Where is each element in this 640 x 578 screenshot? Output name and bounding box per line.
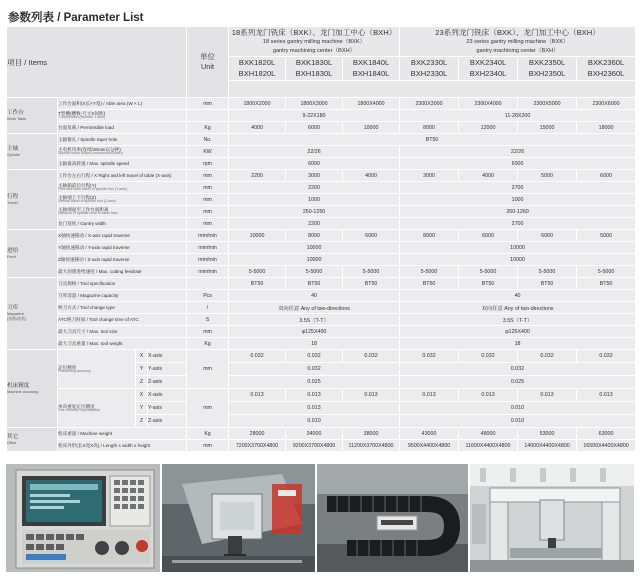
axis-label: Y-axis (148, 363, 186, 375)
table-cell: 10000 (229, 254, 399, 265)
table-cell: BT50 (286, 278, 342, 289)
row-label: 主轴端上下行程(Z) Vertical travel of spindle box (Z-axis) (58, 194, 186, 205)
table-cell: φ125X400 (400, 326, 635, 337)
row-label: 换刀方式 / Tool change type (58, 302, 186, 313)
table-cell: 0.025 (229, 376, 399, 388)
model-header: BXK1820L BXH1820L (229, 57, 285, 80)
row-unit: Kg (187, 338, 228, 349)
table-cell: 5-5000 (518, 266, 576, 277)
table-cell: 11600X4400X4800 (459, 440, 517, 451)
row-label: 台面负载 / Permissible load (58, 122, 186, 133)
table-cell: 0.032 (229, 350, 285, 362)
table-cell: 8000 (286, 230, 342, 241)
row-label: Y轴快速移动 / Y-axis rapid traverse (58, 242, 186, 253)
table-cell: 11-28X200 (400, 110, 635, 121)
header-spacer (229, 81, 635, 97)
table-cell: 0.013 (400, 389, 458, 401)
page-title: 参数列表 / Parameter List (8, 12, 144, 24)
table-cell: 6000 (343, 230, 399, 241)
row-unit: mm/min (187, 242, 228, 253)
group-magazine: 刀库 Magazine (选购/选装) (7, 278, 57, 349)
table-cell: 2200 (229, 182, 399, 193)
table-cell: 10000 (400, 254, 635, 265)
axis-letter: Y (136, 363, 147, 375)
table-cell: 48000 (459, 428, 517, 439)
table-cell: 14000X4400X4800 (518, 440, 576, 451)
unit-header: 单位 Unit (187, 27, 228, 97)
row-label: 最大切削进给速度 / Max. cutting feedrate (58, 266, 186, 277)
row-unit: mm (187, 170, 228, 181)
table-cell: 2700 (400, 182, 635, 193)
row-label: X轴快速移动 / X-axis rapid traverse (58, 230, 186, 241)
row-unit: Pcs (187, 290, 228, 301)
table-cell: 2300X3000 (400, 98, 458, 109)
table-cell: 5-5000 (343, 266, 399, 277)
table-cell: 0.032 (577, 350, 635, 362)
axis-letter: Y (136, 402, 147, 414)
table-cell: 5-5000 (459, 266, 517, 277)
group-feed: 进给 Feed (7, 230, 57, 277)
table-cell: 5-5000 (400, 266, 458, 277)
table-cell: 0.013 (459, 389, 517, 401)
table-cell: 8000 (400, 230, 458, 241)
row-unit: Kg (187, 428, 228, 439)
row-unit: mm (187, 326, 228, 337)
table-cell: 4000 (343, 170, 399, 181)
row-label: 定位精度 Positioning accuracy (58, 350, 135, 388)
row-label: 主电机功率(连续/30min以分钟) Spindle motor output (continuous/30min) (58, 146, 186, 157)
table-cell: 0.032 (229, 363, 399, 375)
table-cell: 4000 (459, 170, 517, 181)
model-header: BXK2350L BXH2350L (518, 57, 576, 80)
row-label: 单向重复定位精度 One direction repeatability (58, 389, 135, 427)
row-unit: mm (187, 389, 228, 427)
table-cell: 38000 (343, 428, 399, 439)
table-cell: 5-5000 (286, 266, 342, 277)
axis-letter: X (136, 389, 147, 401)
row-label: 主轴锥孔 / Spindle taper hole (58, 134, 186, 145)
table-cell: 5000 (577, 230, 635, 241)
photo-strip (6, 464, 634, 572)
group-travel: 行程 Travel (7, 170, 57, 229)
row-unit: mm (187, 182, 228, 193)
model-header: BXK2340L BXH2340L (459, 57, 517, 80)
table-cell: 11200X3700X4800 (343, 440, 399, 451)
row-label: 龙门宽度 / Gantry width (58, 218, 186, 229)
row-unit: S (187, 314, 228, 325)
items-header: 项目 / Items (7, 27, 186, 97)
row-unit: mm/min (187, 254, 228, 265)
table-cell: BT50 (577, 278, 635, 289)
row-label: T型槽(槽数-尺寸X间距) T distribution (Number × size) (58, 110, 186, 121)
axis-label: Y-axis (148, 402, 186, 414)
table-cell: 6000 (518, 230, 576, 241)
table-cell: φ125X400 (229, 326, 399, 337)
table-cell: 0.013 (229, 389, 285, 401)
row-label: 最大刀具尺寸 / Max. tool size (58, 326, 186, 337)
cnc-control-panel-photo (6, 464, 160, 572)
table-cell: 8000 (400, 122, 458, 133)
table-cell: 0.013 (229, 402, 399, 414)
table-cell: 3000 (400, 170, 458, 181)
table-cell: 2200 (229, 218, 399, 229)
row-label: 机床外形(长X宽X高) / Length x width x height (58, 440, 186, 451)
table-cell: 6000 (459, 230, 517, 241)
row-unit: No. (187, 134, 228, 145)
table-cell: 双向任意 Any of two-directions (400, 302, 635, 313)
series23-header: 23系列龙门铣床（BXK）、龙门加工中心（BXH） 23 series gantry milling machine（BXK） gantry machining center（BXH） (400, 27, 635, 56)
row-unit: rpm (187, 158, 228, 169)
axis-label: X-axis (148, 350, 186, 362)
table-cell: 22/26 (400, 146, 635, 157)
row-unit (187, 110, 228, 121)
table-cell: 0.013 (286, 389, 342, 401)
table-cell: 22/26 (229, 146, 399, 157)
row-label: ATC换刀时间 / Tool change time of ATC (58, 314, 186, 325)
group-other: 其它 Other (7, 428, 57, 451)
row-unit: / (187, 302, 228, 313)
table-cell: 7200X3700X4800 (229, 440, 285, 451)
table-cell: 0.010 (400, 402, 635, 414)
row-label: 机床重量 / Machine weight (58, 428, 186, 439)
table-cell: 6000 (400, 158, 635, 169)
table-cell: 10000 (229, 242, 399, 253)
table-cell: 43000 (400, 428, 458, 439)
row-unit: KW (187, 146, 228, 157)
row-unit: mm/min (187, 230, 228, 241)
row-label: 刀库容量 / Magazine capacity (58, 290, 186, 301)
row-unit (187, 278, 228, 289)
table-cell: BT50 (400, 278, 458, 289)
table-cell: 40 (229, 290, 399, 301)
table-cell: BT50 (518, 278, 576, 289)
axis-letter: Z (136, 415, 147, 427)
model-header: BXK1840L BXH1840L (343, 57, 399, 80)
table-cell: 0.013 (343, 389, 399, 401)
table-cell: 6000 (286, 122, 342, 133)
row-label: 工作台面积(X长×Y宽) / Able area (W × L) (58, 98, 186, 109)
table-cell: 10000 (343, 122, 399, 133)
table-cell: 16500X4400X4800 (577, 440, 635, 451)
table-cell: 2200 (229, 170, 285, 181)
table-cell: 18 (229, 338, 399, 349)
row-unit: mm (187, 98, 228, 109)
table-cell: 0.032 (459, 350, 517, 362)
axis-label: Z-axis (148, 376, 186, 388)
table-cell: 2300X6000 (577, 98, 635, 109)
machine-spindle-head-photo (162, 464, 315, 572)
table-cell: 10000 (400, 242, 635, 253)
row-label: Z轴快速移动 / Z-axis rapid traverse (58, 254, 186, 265)
model-header: BXK2360L BXH2360L (577, 57, 635, 80)
table-cell: 15000 (518, 122, 576, 133)
row-unit: mm (187, 206, 228, 217)
table-cell: 40 (400, 290, 635, 301)
table-cell: 0.013 (518, 389, 576, 401)
table-cell: 2300X4000 (459, 98, 517, 109)
table-cell: 260-1260 (400, 206, 635, 217)
table-cell: 1000 (400, 194, 635, 205)
axis-label: Z-axis (148, 415, 186, 427)
group-worktable: 工作台 Work Table (7, 98, 57, 133)
table-cell: 18 (400, 338, 635, 349)
table-cell: 63000 (577, 428, 635, 439)
table-cell: 3.5S（T-T） (400, 314, 635, 325)
axis-label: X-axis (148, 389, 186, 401)
row-label: 主轴箱前后行程(Y) Fore and back travel of spindle box (Y-axis) (58, 182, 186, 193)
table-cell: 1000 (229, 194, 399, 205)
table-cell: 0.032 (518, 350, 576, 362)
row-label: 刀具规格 / Tool specification (58, 278, 186, 289)
table-cell: 0.032 (400, 363, 635, 375)
table-cell: 1800X4000 (343, 98, 399, 109)
row-unit: mm/min (187, 266, 228, 277)
table-cell: 34000 (286, 428, 342, 439)
axis-letter: Z (136, 376, 147, 388)
table-cell: 2300X5000 (518, 98, 576, 109)
cable-drag-chain-photo (317, 464, 468, 572)
row-unit: Kg (187, 122, 228, 133)
table-cell: 0.032 (286, 350, 342, 362)
table-cell: 0.010 (229, 415, 399, 427)
table-cell: BT50 (229, 134, 635, 145)
table-cell: 18000 (577, 122, 635, 133)
table-cell: 10000 (229, 230, 285, 241)
row-label: 最大刀具重量 / Max. tool weight (58, 338, 186, 349)
table-cell: 28000 (229, 428, 285, 439)
axis-letter: X (136, 350, 147, 362)
table-cell: 9-22X180 (229, 110, 399, 121)
row-label: 主轴端面至工作台面距离 Distance of spindle nose to table face (58, 206, 186, 217)
table-cell: 0.025 (400, 376, 635, 388)
table-cell: 5-5000 (577, 266, 635, 277)
table-cell: 53000 (518, 428, 576, 439)
table-cell: 9500X4400X4800 (400, 440, 458, 451)
table-cell: 12000 (459, 122, 517, 133)
row-label: 主轴最高转速 / Max. spindle speed (58, 158, 186, 169)
table-cell: 0.010 (400, 415, 635, 427)
table-cell: 3000 (286, 170, 342, 181)
table-cell: 3.5S（T-T） (229, 314, 399, 325)
table-cell: 9200X3700X4800 (286, 440, 342, 451)
model-header: BXK1830L BXH1830L (286, 57, 342, 80)
table-cell: 0.013 (577, 389, 635, 401)
table-cell: 2700 (400, 218, 635, 229)
gantry-machine-workshop-photo (470, 464, 634, 572)
series18-header: 18系列龙门铣床（BXK）、龙门加工中心（BXH） 18 series gantry milling machine（BXK） gantry machining center（BXH） (229, 27, 399, 56)
parameter-table (6, 26, 636, 452)
row-unit: mm (187, 218, 228, 229)
row-unit: mm (187, 194, 228, 205)
table-cell: BT50 (343, 278, 399, 289)
table-cell: 1800X3000 (286, 98, 342, 109)
table-cell: 双向任意 Any of two-directions (229, 302, 399, 313)
table-cell: BT50 (459, 278, 517, 289)
table-cell: BT50 (229, 278, 285, 289)
table-cell: 4000 (229, 122, 285, 133)
table-cell: 5-5000 (229, 266, 285, 277)
table-cell: 0.032 (400, 350, 458, 362)
table-cell: 6000 (577, 170, 635, 181)
table-cell: 5000 (518, 170, 576, 181)
table-cell: 6000 (229, 158, 399, 169)
row-label: 工作台左右行程 / X Right and left travel of table (X-axis) (58, 170, 186, 181)
row-unit: mm (187, 440, 228, 451)
group-accuracy: 机床精度 Machine accuracy (7, 350, 57, 427)
table-cell: 1800X2000 (229, 98, 285, 109)
table-cell: 0.032 (343, 350, 399, 362)
group-spindle: 主轴 Spindle (7, 134, 57, 169)
table-cell: 250-1250 (229, 206, 399, 217)
model-header: BXK2330L BXH2330L (400, 57, 458, 80)
row-unit: mm (187, 350, 228, 388)
